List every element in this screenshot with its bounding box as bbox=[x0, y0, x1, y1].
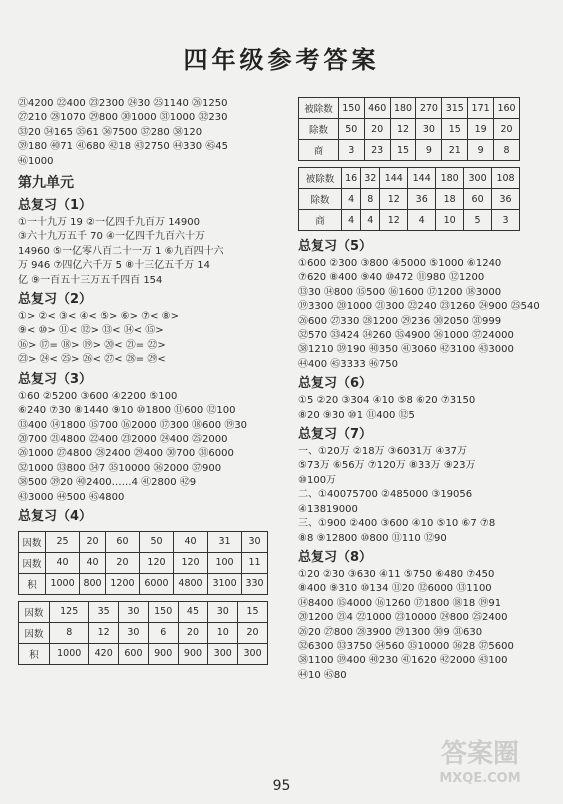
table-cell: 20 bbox=[364, 119, 390, 140]
table-cell: 10 bbox=[436, 210, 464, 231]
table-cell: 1200 bbox=[105, 573, 139, 594]
table-row bbox=[19, 601, 268, 622]
table-cell: 20 bbox=[80, 531, 106, 552]
answer-line: ①20 ②30 ③630 ④11 ⑤750 ⑥480 ⑦450 bbox=[298, 568, 495, 580]
answer-line: ⑨< ⑩> ⑪< ⑫> ⑬< ⑭< ⑮> bbox=[18, 325, 164, 337]
table-cell: 12 bbox=[89, 622, 119, 643]
table-cell: 5 bbox=[464, 210, 492, 231]
answer-line: ㉖1000 ㉗4800 ㉘2400 ㉙400 ㉚700 ㉛6000 bbox=[18, 448, 234, 460]
table-cell: 11 bbox=[242, 552, 268, 573]
table-cell: 108 bbox=[492, 168, 520, 189]
row-header-cell: 商 bbox=[299, 140, 339, 161]
answer-line: ㉝20 ㉞165 ㉟61 ㊱7500 ㊲280 ㊳120 bbox=[18, 126, 203, 138]
table-cell: 25 bbox=[46, 531, 80, 552]
row-header-cell: 商 bbox=[299, 210, 342, 231]
answer-line: ①> ②< ③< ④< ⑤> ⑥> ⑦< ⑧> bbox=[18, 311, 180, 323]
answer-line: ⑬400 ⑭1800 ⑮700 ⑯2000 ⑰300 ⑱600 ⑲30 bbox=[18, 419, 248, 431]
answer-line: ㊻1000 bbox=[18, 155, 54, 167]
table-cell: 160 bbox=[494, 98, 520, 119]
row-header-cell: 除数 bbox=[299, 189, 342, 210]
table-cell: 3 bbox=[492, 210, 520, 231]
right-column bbox=[298, 97, 548, 683]
row-header-cell: 因数 bbox=[19, 552, 46, 573]
table-cell: 35 bbox=[89, 601, 119, 622]
table-cell: 32 bbox=[361, 168, 380, 189]
left-column bbox=[18, 97, 280, 671]
table-cell: 125 bbox=[50, 601, 89, 622]
section-2-answers bbox=[18, 310, 280, 368]
answer-line: ①一十九万 19 ②一亿四千九百万 14900 bbox=[18, 217, 201, 229]
section-1-answers bbox=[18, 216, 280, 288]
table-cell: 144 bbox=[380, 168, 408, 189]
table-cell: 18 bbox=[436, 189, 464, 210]
row-header-cell: 积 bbox=[19, 573, 46, 594]
answer-line: ⑧400 ⑨310 ⑩134 ⑪20 ⑫6000 ⑬1100 bbox=[298, 583, 492, 595]
table-cell: 30 bbox=[416, 119, 442, 140]
page-title: 四年级参考答案 bbox=[183, 46, 380, 74]
watermark-logo bbox=[405, 730, 555, 790]
section-title-4: 总复习（4） bbox=[18, 508, 93, 524]
table-cell: 600 bbox=[119, 643, 149, 664]
table-cell: 40 bbox=[46, 552, 80, 573]
table-cell: 171 bbox=[468, 98, 494, 119]
answer-line: ①5 ②20 ③304 ④10 ⑤8 ⑥20 ⑦3150 bbox=[298, 395, 476, 407]
answer-line: ㊴180 ㊵71 ㊶680 ㊷18 ㊸2750 ㊹330 ㊺45 bbox=[18, 141, 228, 153]
table-cell: 300 bbox=[208, 643, 238, 664]
table-cell: 60 bbox=[464, 189, 492, 210]
table-cell: 100 bbox=[208, 552, 242, 573]
section-5-answers bbox=[298, 257, 548, 372]
table-cell: 60 bbox=[105, 531, 139, 552]
table-cell: 4 bbox=[342, 189, 361, 210]
table-cell: 460 bbox=[364, 98, 390, 119]
table-cell: 40 bbox=[80, 552, 106, 573]
unit-title: 第九单元 bbox=[18, 175, 74, 192]
table-cell: 330 bbox=[242, 573, 268, 594]
answer-line: ㊳1210 ㊴190 ㊵350 ㊶3060 ㊷3100 ㊸3000 bbox=[298, 344, 514, 356]
table-cell: 4 bbox=[361, 210, 380, 231]
division-table-1 bbox=[298, 97, 520, 161]
answer-line: 三、①900 ②400 ③600 ④10 ⑤10 ⑥7 ⑦8 bbox=[298, 518, 496, 530]
answer-line: ④13819000 bbox=[298, 503, 358, 515]
row-header-cell: 因数 bbox=[19, 531, 46, 552]
answer-line: ⑬30 ⑭800 ⑮500 ⑯1600 ⑰1200 ⑱3000 bbox=[298, 286, 502, 298]
table-cell: 30 bbox=[119, 601, 149, 622]
answer-line: ⑲3300 ⑳1000 ㉑300 ㉒240 ㉓1260 ㉔900 ㉕540 bbox=[298, 301, 540, 313]
table-cell: 10 bbox=[208, 622, 238, 643]
table-cell: 4 bbox=[342, 210, 361, 231]
answer-line: ㉜6300 ㉝3750 ㉞560 ㉟10000 ㊱28 ㊲5600 bbox=[298, 640, 514, 652]
table-row bbox=[19, 622, 268, 643]
table-cell: 6000 bbox=[139, 573, 173, 594]
table-cell: 12 bbox=[390, 119, 416, 140]
left-top-answers bbox=[18, 97, 280, 169]
table-cell: 20 bbox=[238, 622, 268, 643]
answer-line: ⑦620 ⑧400 ⑨40 ⑩472 ⑪980 ⑫1200 bbox=[298, 272, 485, 284]
row-header-cell: 被除数 bbox=[299, 168, 342, 189]
watermark-url: MXQE.COM bbox=[439, 771, 521, 786]
answer-line: ①600 ②300 ③800 ④5000 ⑤1000 ⑥1240 bbox=[298, 258, 502, 269]
section-title-3: 总复习（3） bbox=[18, 371, 93, 387]
row-header-cell: 积 bbox=[19, 643, 50, 664]
table-cell: 6 bbox=[148, 622, 178, 643]
table-row bbox=[299, 210, 520, 231]
answer-line: ③六十九万五千 70 ④一亿四千九百六十万 bbox=[18, 231, 206, 243]
table-cell: 900 bbox=[148, 643, 178, 664]
table-cell: 8 bbox=[494, 140, 520, 161]
answer-line: ㊳500 ㊴20 ㊵2400……4 ㊶2800 ㊷9 bbox=[18, 477, 197, 489]
row-header-cell: 因数 bbox=[19, 601, 50, 622]
product-table-2 bbox=[18, 601, 268, 665]
table-row bbox=[19, 552, 268, 573]
row-header-cell: 因数 bbox=[19, 622, 50, 643]
table-cell: 30 bbox=[242, 531, 268, 552]
table-cell: 23 bbox=[364, 140, 390, 161]
answer-line: ㉗210 ㉘1070 ㉙800 ㉚1000 ㉛1000 ㉜230 bbox=[18, 112, 228, 124]
answer-line: ⑭8400 ⑮4000 ⑯1260 ⑰1800 ⑱18 ⑲91 bbox=[298, 597, 502, 609]
table-row bbox=[299, 140, 520, 161]
table-cell: 16 bbox=[342, 168, 361, 189]
answer-line: ⑧8 ⑨12800 ⑩800 ⑪110 ⑫90 bbox=[298, 532, 447, 544]
table-row bbox=[19, 531, 268, 552]
section-title-5: 总复习（5） bbox=[298, 239, 373, 254]
division-table-2 bbox=[298, 167, 520, 231]
section-7-answers bbox=[298, 445, 548, 546]
table-cell: 30 bbox=[208, 601, 238, 622]
table-cell: 120 bbox=[174, 552, 208, 573]
table-row bbox=[19, 643, 268, 664]
section-title-8: 总复习（8） bbox=[298, 549, 373, 565]
answer-line: ⑧20 ⑨30 ⑩1 ⑪400 ⑫5 bbox=[298, 409, 415, 421]
table-cell: 150 bbox=[338, 98, 364, 119]
answer-line: ㊳1100 ㊴400 ㊵230 ㊶1620 ㊷2000 ㊸100 bbox=[298, 655, 508, 667]
table-cell: 20 bbox=[494, 119, 520, 140]
table-cell: 180 bbox=[390, 98, 416, 119]
table-cell: 900 bbox=[178, 643, 208, 664]
answer-line: ⑳1200 ㉑4 ㉒1000 ㉓10000 ㉔800 ㉕2400 bbox=[298, 612, 508, 624]
section-title-1: 总复习（1） bbox=[18, 198, 93, 214]
table-cell: 180 bbox=[436, 168, 464, 189]
answer-line: ⑯> ⑰= ⑱> ⑲> ⑳< ㉑= ㉒> bbox=[18, 339, 166, 351]
answer-line: 14960 ⑤一亿零八百二十一万 1 ⑥九百四十六 bbox=[18, 245, 224, 257]
table-cell: 30 bbox=[119, 622, 149, 643]
answer-line: ㉓> ㉔< ㉕> ㉖< ㉗< ㉘= ㉙< bbox=[18, 354, 166, 366]
table-cell: 1000 bbox=[46, 573, 80, 594]
answer-line: ㊹400 ㊺3333 ㊻750 bbox=[298, 358, 398, 370]
table-cell: 1000 bbox=[50, 643, 89, 664]
table-cell: 21 bbox=[442, 140, 468, 161]
section-3-answers bbox=[18, 390, 280, 505]
table-cell: 9 bbox=[468, 140, 494, 161]
answer-line: ①60 ②5200 ③600 ④2200 ⑤100 bbox=[18, 390, 178, 402]
table-cell: 15 bbox=[442, 119, 468, 140]
table-row bbox=[19, 573, 268, 594]
answer-line: ⑤73万 ⑥56万 ⑦120万 ⑧33万 ⑨23万 bbox=[298, 460, 476, 472]
table-cell: 20 bbox=[178, 622, 208, 643]
table-cell: 4800 bbox=[174, 573, 208, 594]
section-title-2: 总复习（2） bbox=[18, 292, 93, 308]
table-cell: 315 bbox=[442, 98, 468, 119]
answer-line: 一、①20万 ②18万 ③6031万 ④37万 bbox=[298, 446, 468, 458]
table-cell: 40 bbox=[174, 531, 208, 552]
table-cell: 20 bbox=[105, 552, 139, 573]
table-cell: 15 bbox=[390, 140, 416, 161]
table-cell: 800 bbox=[80, 573, 106, 594]
table-cell: 19 bbox=[468, 119, 494, 140]
table-cell: 36 bbox=[492, 189, 520, 210]
answer-line: ㊹10 ㊺80 bbox=[298, 669, 347, 681]
table-cell: 12 bbox=[380, 210, 408, 231]
table-cell: 3100 bbox=[208, 573, 242, 594]
table-cell: 8 bbox=[50, 622, 89, 643]
answer-line: ㉜570 ㉝424 ㉞260 ㉟4900 ㊱1000 ㊲24000 bbox=[298, 330, 514, 342]
answer-line: ⑥240 ⑦30 ⑧1440 ⑨10 ⑩1800 ⑪600 ⑫100 bbox=[18, 405, 236, 417]
section-6-answers bbox=[298, 394, 548, 423]
table-cell: 4 bbox=[408, 210, 436, 231]
answer-line: ㉑4200 ㉒400 ㉓2300 ㉔30 ㉕1140 ㉖1250 bbox=[18, 98, 228, 109]
table-row bbox=[299, 189, 520, 210]
answer-line: 二、①40075700 ②485000 ③19056 bbox=[298, 489, 473, 501]
answer-line: ⑩100万 bbox=[298, 474, 337, 486]
table-row bbox=[299, 168, 520, 189]
table-cell: 50 bbox=[338, 119, 364, 140]
table-row bbox=[299, 119, 520, 140]
answer-line: ㉖600 ㉗330 ㉘1200 ㉙236 ㉚2050 ㉛999 bbox=[298, 315, 502, 327]
table-cell: 120 bbox=[139, 552, 173, 573]
table-cell: 144 bbox=[408, 168, 436, 189]
watermark-text: 答案圈 bbox=[440, 739, 520, 769]
table-cell: 8 bbox=[361, 189, 380, 210]
table-cell: 31 bbox=[208, 531, 242, 552]
answer-line: ㉖20 ㉗800 ㉘3900 ㉙1300 ㉚9 ㉛630 bbox=[298, 626, 483, 638]
table-cell: 45 bbox=[178, 601, 208, 622]
answer-line: 亿 ⑨一百五十三万五千四百 154 bbox=[18, 274, 163, 286]
table-cell: 12 bbox=[380, 189, 408, 210]
answer-line: 万 946 ⑦四亿六千万 5 ⑧十三亿五千万 14 bbox=[18, 260, 210, 272]
table-cell: 9 bbox=[416, 140, 442, 161]
table-cell: 3 bbox=[338, 140, 364, 161]
table-cell: 150 bbox=[148, 601, 178, 622]
page-number: 95 bbox=[272, 778, 291, 794]
answer-line: ㉜1000 ㉝800 ㉞7 ㉟10000 ㊱2000 ㊲900 bbox=[18, 462, 222, 474]
table-cell: 420 bbox=[89, 643, 119, 664]
section-8-answers bbox=[298, 568, 548, 683]
section-title-7: 总复习（7） bbox=[298, 427, 373, 443]
table-cell: 300 bbox=[238, 643, 268, 664]
table-cell: 36 bbox=[408, 189, 436, 210]
product-table-1 bbox=[18, 531, 268, 595]
table-cell: 15 bbox=[238, 601, 268, 622]
table-cell: 300 bbox=[464, 168, 492, 189]
answer-line: ㊸3000 ㊹500 ㊺4800 bbox=[18, 491, 125, 503]
section-title-6: 总复习（6） bbox=[298, 376, 373, 392]
table-row bbox=[299, 98, 520, 119]
row-header-cell: 除数 bbox=[299, 119, 339, 140]
table-cell: 270 bbox=[416, 98, 442, 119]
row-header-cell: 被除数 bbox=[299, 98, 339, 119]
answer-line: ⑳700 ㉑4800 ㉒400 ㉓2000 ㉔400 ㉕2000 bbox=[18, 433, 228, 445]
table-cell: 50 bbox=[139, 531, 173, 552]
